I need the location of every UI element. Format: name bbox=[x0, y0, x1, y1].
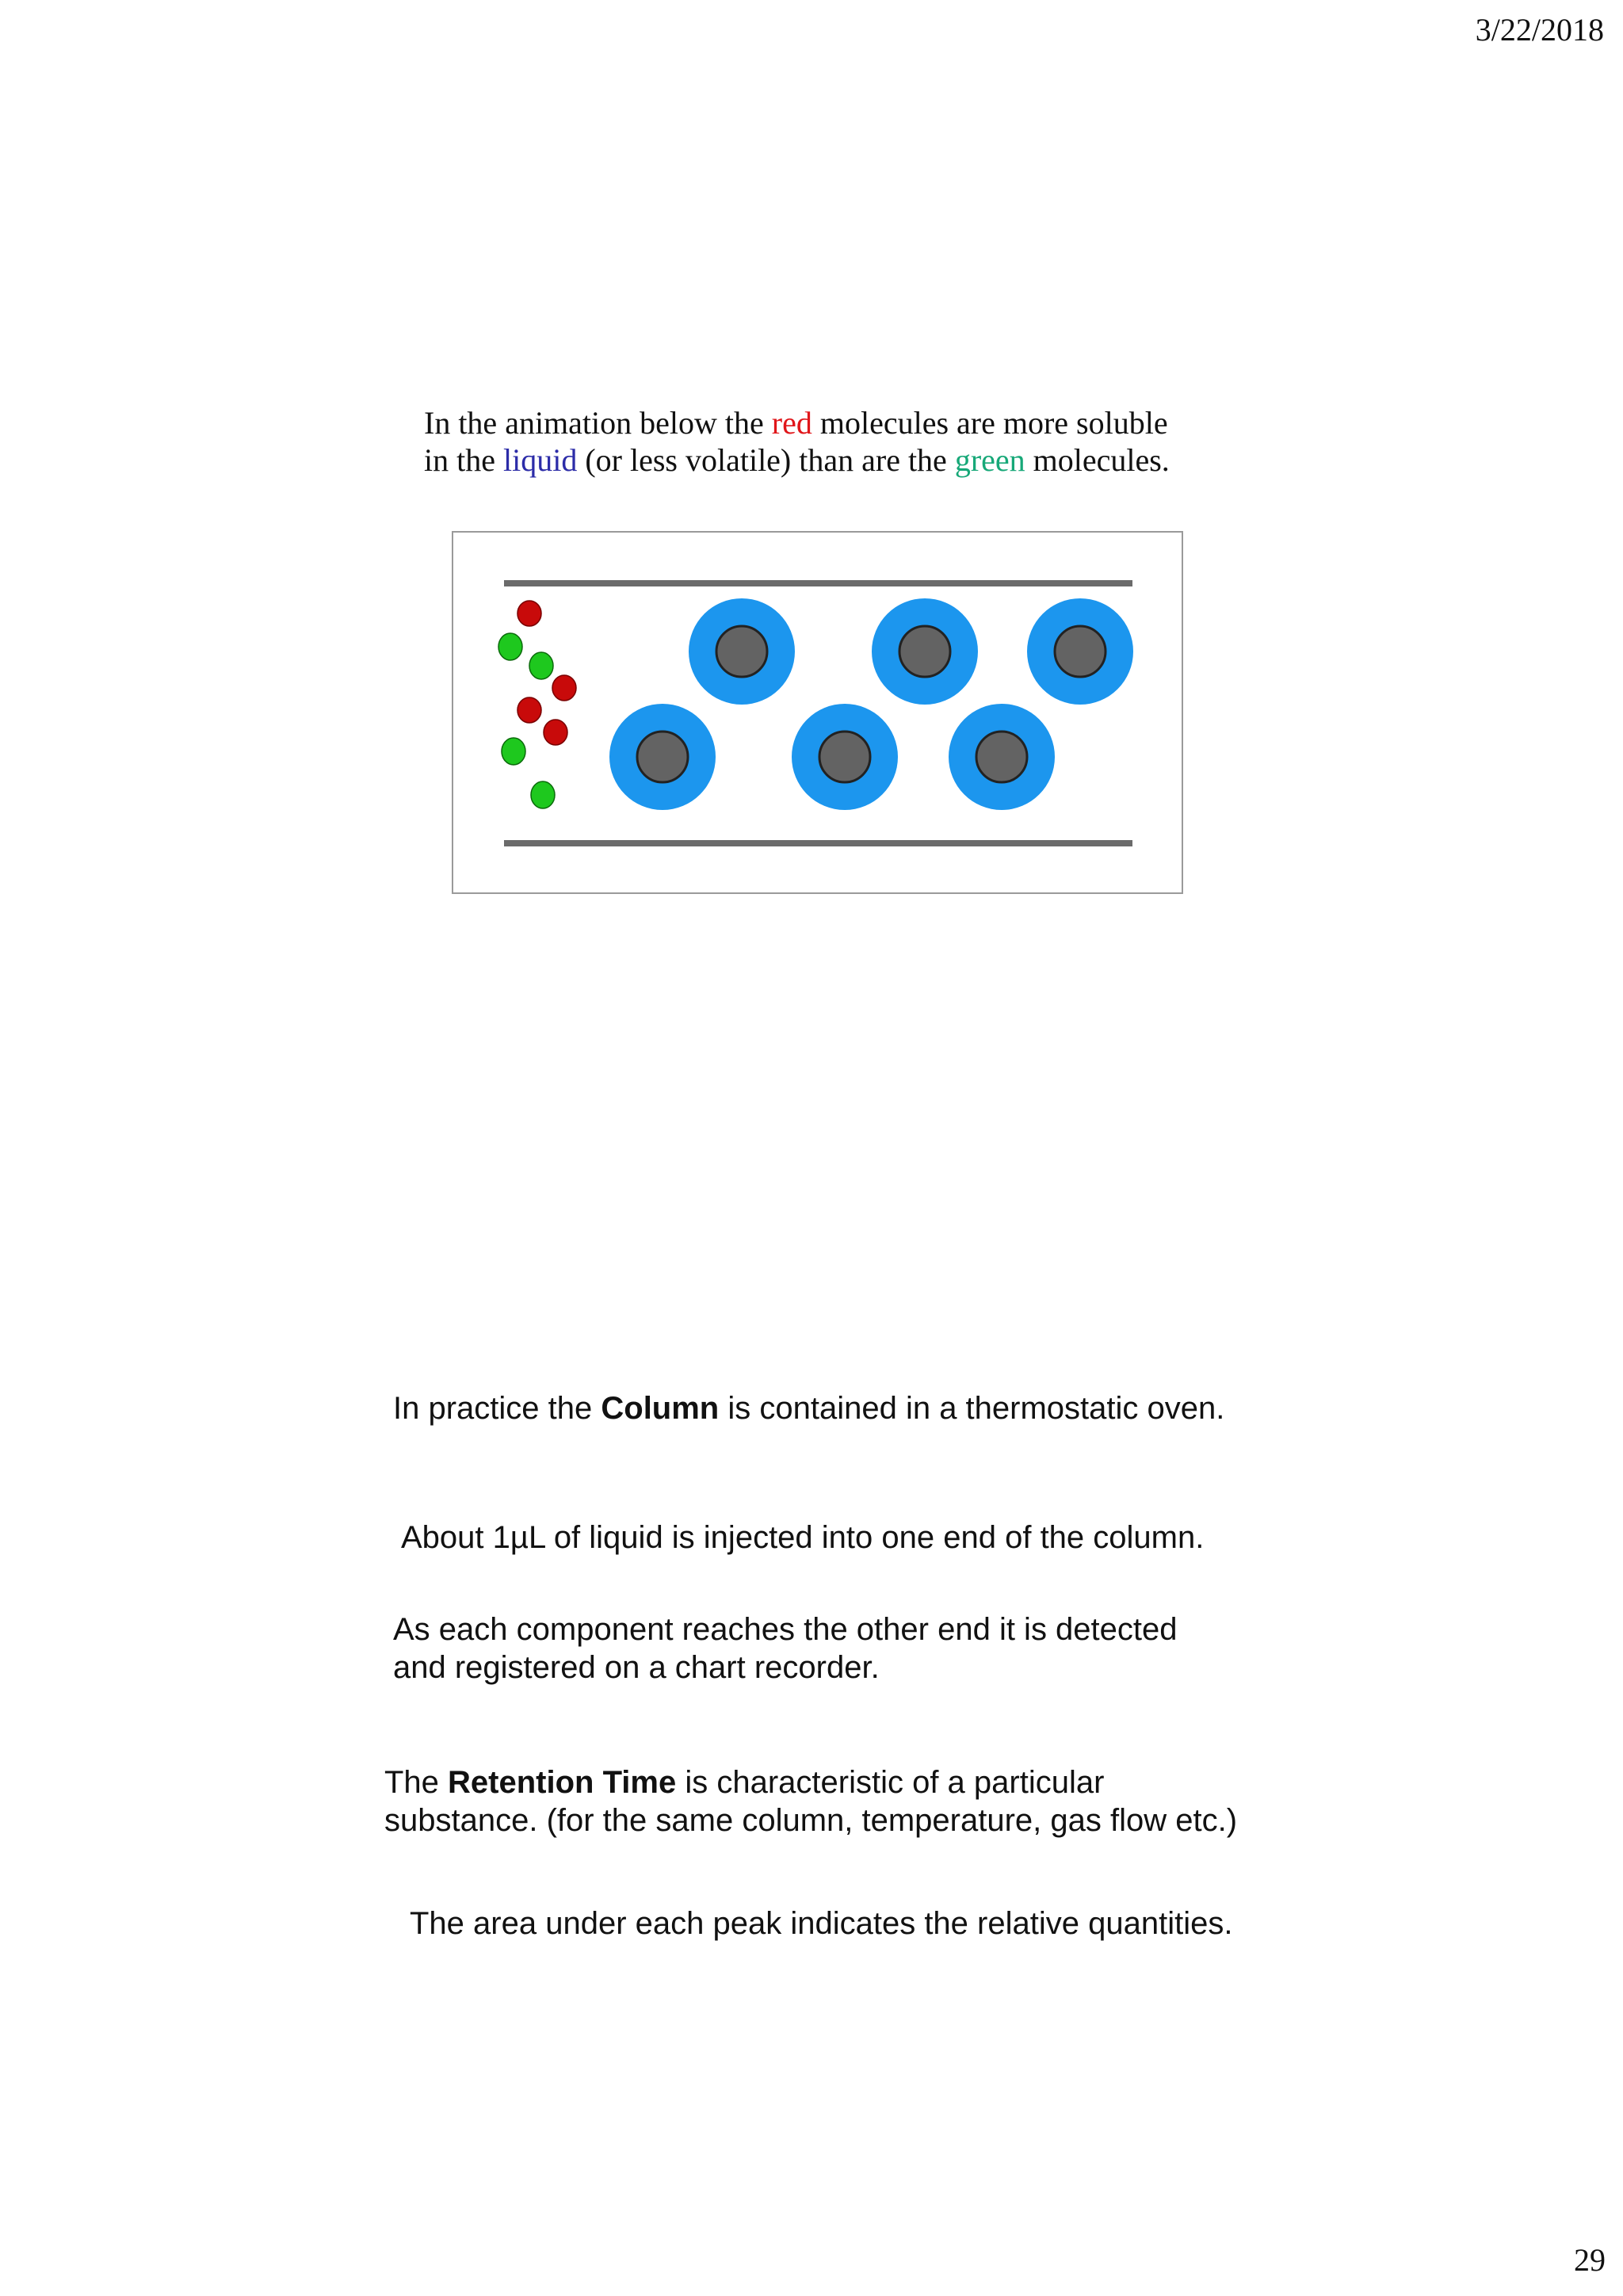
red-word: red bbox=[771, 405, 812, 441]
column-term: Column bbox=[601, 1391, 720, 1426]
slide-date: 3/22/2018 bbox=[1475, 12, 1604, 48]
green-molecule bbox=[502, 738, 525, 765]
intro-line-1: In the animation below the red molecules are more soluble bbox=[424, 405, 1168, 441]
stationary-particle bbox=[949, 704, 1055, 810]
paragraph-retention-time: The Retention Time is characteristic of a particular substance. (for the same column, temperature, gas flow etc.) bbox=[384, 1765, 1238, 1838]
green-molecule bbox=[531, 781, 555, 808]
column-animation bbox=[452, 531, 1183, 894]
column-illustration bbox=[453, 533, 1182, 892]
green-molecule bbox=[498, 633, 522, 660]
stationary-particle bbox=[1027, 598, 1133, 705]
column-wall-top bbox=[504, 580, 1132, 586]
green-word: green bbox=[954, 442, 1025, 478]
paragraph-peak-area: The area under each peak indicates the relative quantities. bbox=[410, 1906, 1233, 1941]
red-molecule bbox=[517, 601, 541, 626]
page-number: 29 bbox=[1574, 2242, 1606, 2278]
liquid-word: liquid bbox=[502, 442, 578, 478]
intro-line-2: in the liquid (or less volatile) than are the green molecules. bbox=[424, 442, 1170, 478]
stationary-particle bbox=[792, 704, 898, 810]
red-molecule bbox=[552, 675, 576, 701]
stationary-particle bbox=[609, 704, 716, 810]
paragraph-detection: As each component reaches the other end it is detected and registered on a chart recorder. bbox=[393, 1612, 1178, 1685]
paragraph-injection: About 1µL of liquid is injected into one end of the column. bbox=[401, 1520, 1205, 1555]
stationary-particle bbox=[689, 598, 795, 705]
paragraph-column-oven: In practice the Column is contained in a thermostatic oven. bbox=[393, 1391, 1225, 1426]
retention-time-term: Retention Time bbox=[448, 1765, 677, 1800]
intro-text bbox=[424, 404, 1170, 479]
column-wall-bottom bbox=[504, 840, 1132, 846]
stationary-phase-particles bbox=[609, 598, 1133, 810]
red-molecule bbox=[544, 720, 567, 745]
red-molecule bbox=[517, 697, 541, 723]
green-molecule bbox=[529, 652, 553, 679]
stationary-particle bbox=[872, 598, 978, 705]
